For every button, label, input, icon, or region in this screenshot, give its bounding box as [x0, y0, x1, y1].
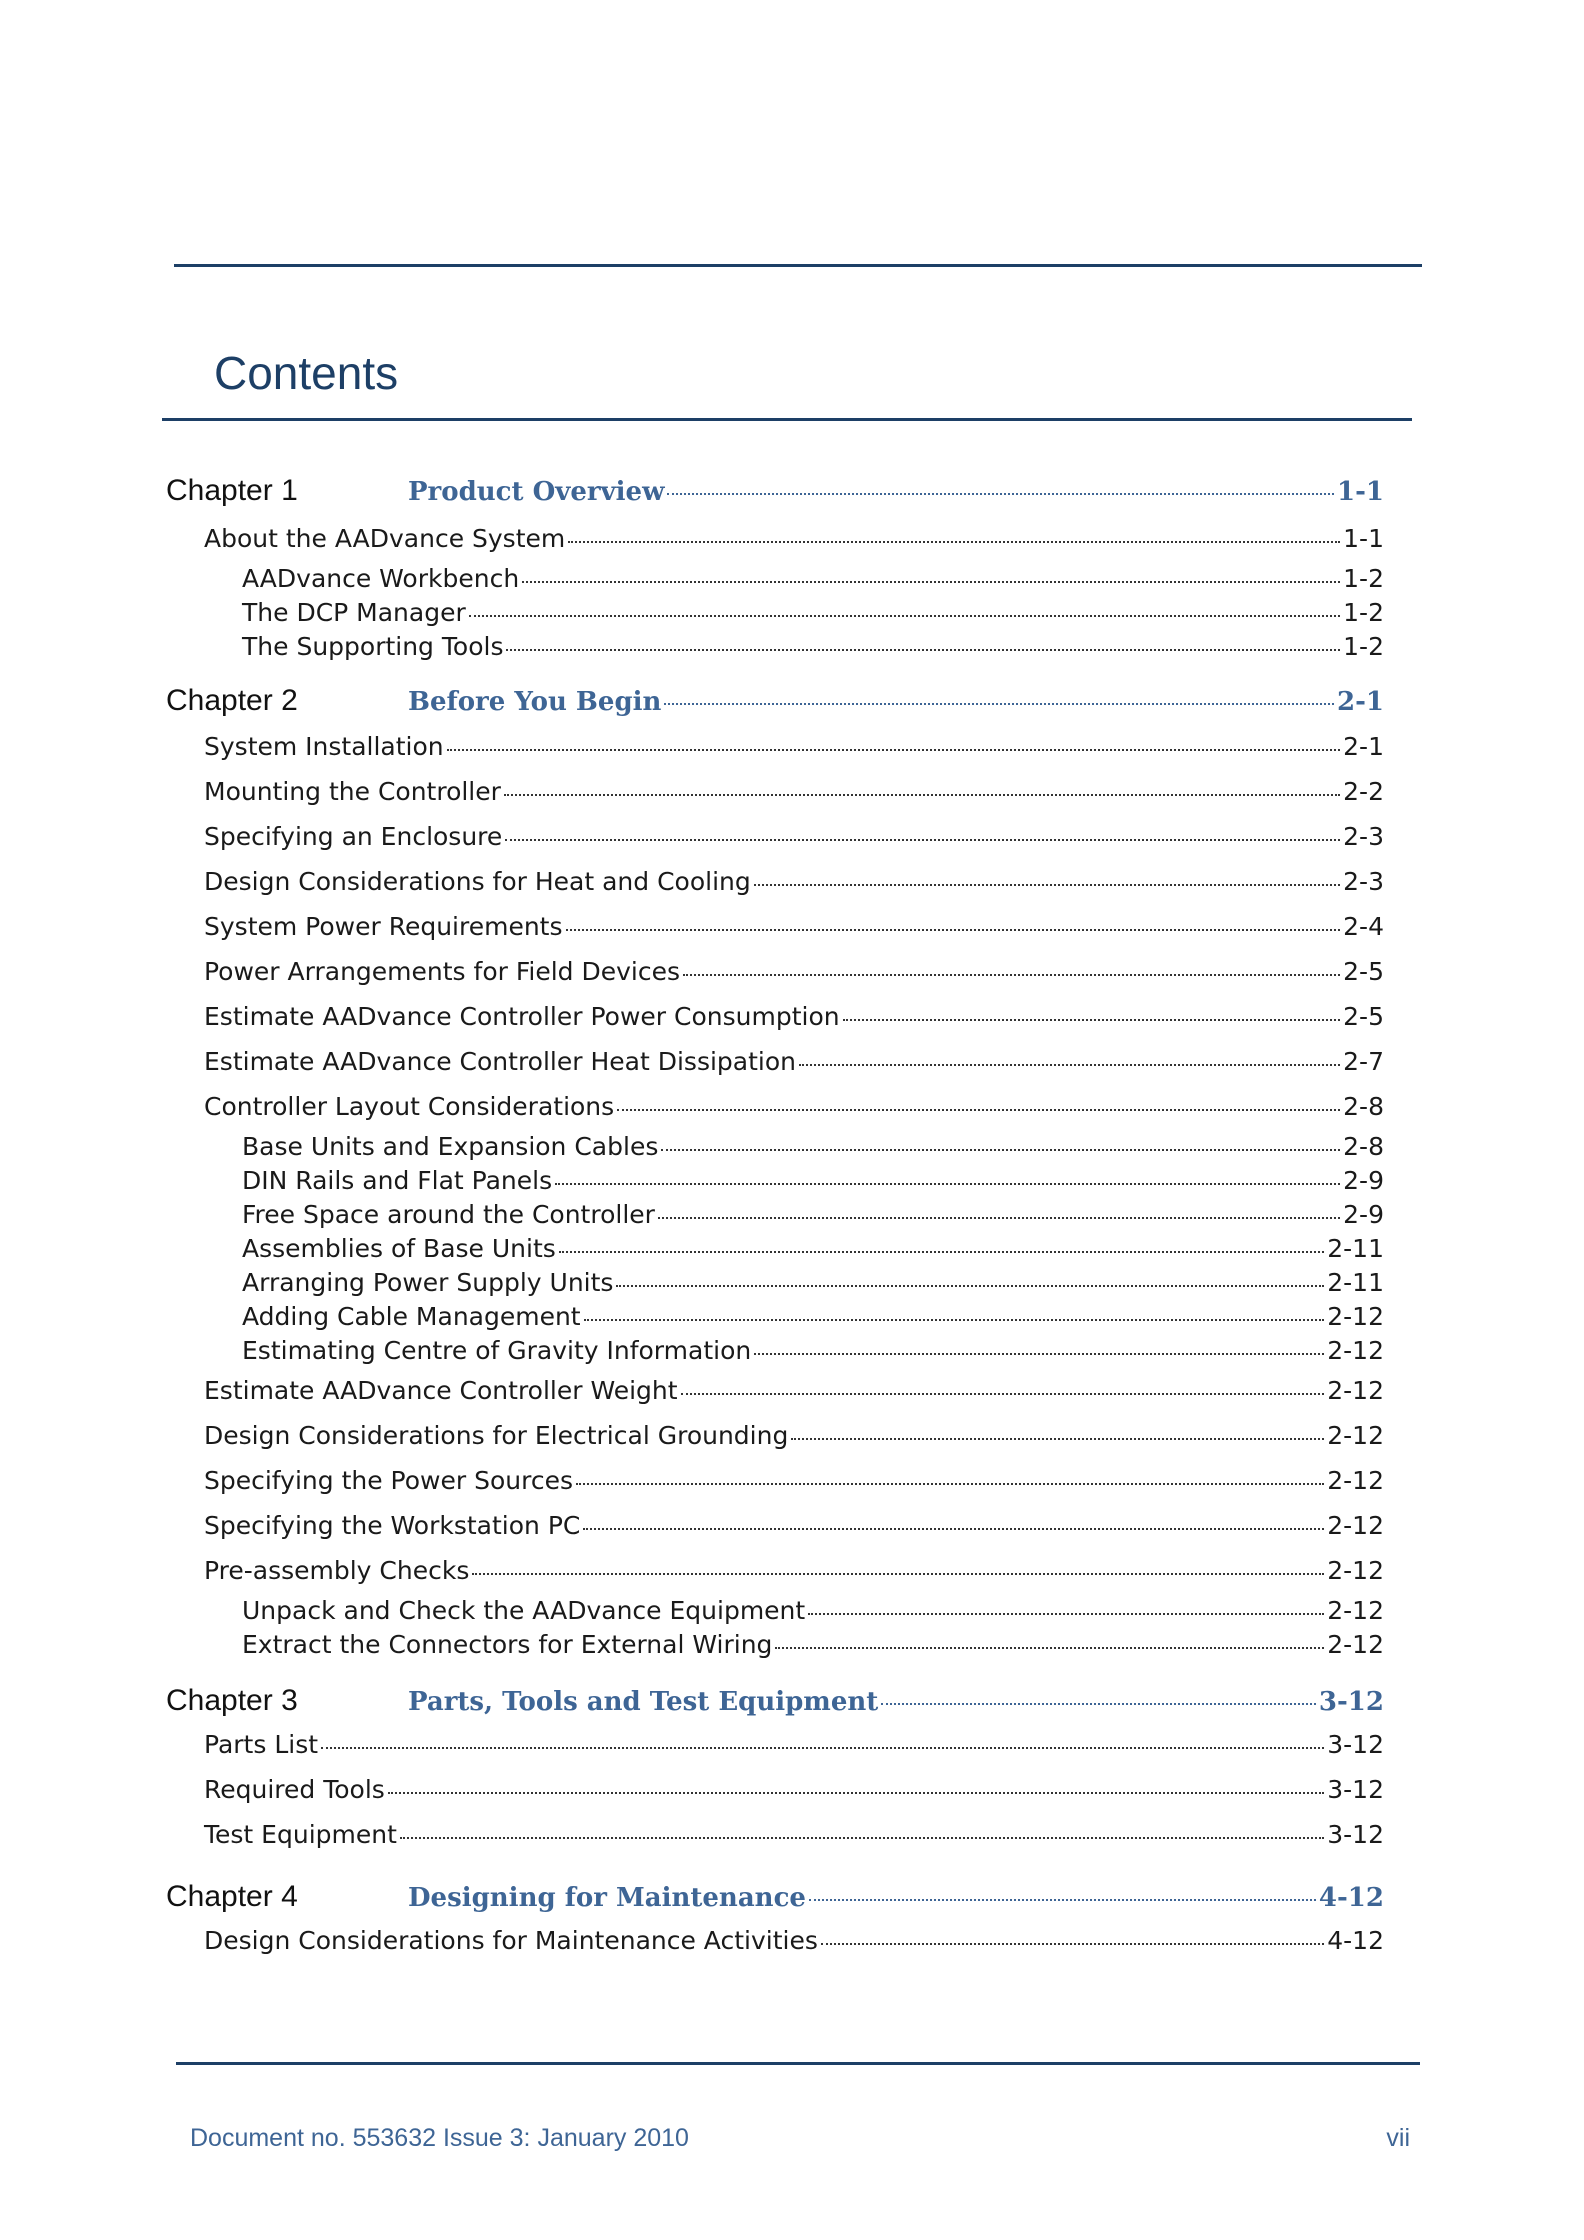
toc-entry-title: The DCP Manager [242, 598, 466, 627]
toc-subsection-entry[interactable] [242, 1594, 1384, 1623]
toc-entry-page-number: 3-12 [1327, 1820, 1384, 1849]
toc-section-entry[interactable] [204, 1728, 1384, 1757]
chapter-label: Chapter 2 [166, 684, 298, 717]
dot-leader [576, 1464, 1324, 1489]
dot-leader [658, 1198, 1340, 1223]
toc-entry-page-number: 3-12 [1327, 1730, 1384, 1759]
toc-entry-title: Parts List [204, 1730, 319, 1759]
toc-entry-page-number: 1-2 [1343, 632, 1384, 661]
toc-entry-title: Unpack and Check the AADvance Equipment [242, 1596, 806, 1625]
footer-page-number: vii [1386, 2124, 1410, 2152]
toc-subsection-entry[interactable] [242, 1198, 1384, 1227]
dot-leader [388, 1773, 1324, 1798]
toc-entry-page-number: 2-12 [1327, 1596, 1384, 1625]
dot-leader [506, 630, 1340, 655]
dot-leader [754, 1334, 1324, 1359]
dot-leader [584, 1300, 1325, 1325]
toc-entry-title: Free Space around the Controller [242, 1200, 655, 1229]
toc-entry-page-number: 2-11 [1327, 1234, 1384, 1263]
dot-leader [568, 522, 1340, 547]
toc-entry-page-number: 2-3 [1343, 822, 1384, 851]
dot-leader [400, 1818, 1324, 1843]
toc-entry-page-number: 2-12 [1327, 1466, 1384, 1495]
toc-entry-title: System Power Requirements [204, 912, 563, 941]
toc-section-entry[interactable] [204, 865, 1384, 894]
toc-section-entry[interactable] [204, 1554, 1384, 1583]
toc-entry-title: Design Considerations for Electrical Grounding [204, 1421, 789, 1450]
toc-entry-title: Pre-assembly Checks [204, 1556, 470, 1585]
toc-entry-page-number: 3-12 [1327, 1775, 1384, 1804]
toc-entry-page-number: 2-9 [1343, 1200, 1384, 1229]
toc-section-entry[interactable] [204, 1509, 1384, 1538]
toc-entry-page-number: 2-11 [1327, 1268, 1384, 1297]
toc-chapter-entry[interactable] [166, 470, 1384, 506]
dot-leader [881, 1680, 1316, 1710]
toc-section-entry[interactable] [204, 1374, 1384, 1403]
dot-leader [321, 1728, 1324, 1753]
toc-entry-page-number: 2-12 [1327, 1556, 1384, 1585]
toc-section-entry[interactable] [204, 1924, 1384, 1953]
toc-chapter-entry[interactable] [166, 680, 1384, 716]
dot-leader [555, 1164, 1340, 1189]
toc-entry-title: AADvance Workbench [242, 564, 520, 593]
toc-chapter-entry[interactable] [166, 1680, 1384, 1716]
dot-leader [664, 680, 1334, 710]
toc-entry-page-number: 2-12 [1327, 1630, 1384, 1659]
chapter-page-number: 4-12 [1318, 1883, 1384, 1913]
toc-entry-page-number: 2-1 [1343, 732, 1384, 761]
dot-leader [667, 470, 1334, 500]
toc-entry-title: Design Considerations for Maintenance Activities [204, 1926, 818, 1955]
toc-chapter-entry[interactable] [166, 1876, 1384, 1912]
dot-leader [559, 1232, 1324, 1257]
toc-section-entry[interactable] [204, 1773, 1384, 1802]
dot-leader [791, 1419, 1324, 1444]
dot-leader [616, 1266, 1324, 1291]
toc-entry-title: Estimate AADvance Controller Weight [204, 1376, 678, 1405]
dot-leader [504, 775, 1340, 800]
toc-entry-page-number: 1-2 [1343, 598, 1384, 627]
toc-subsection-entry[interactable] [242, 562, 1384, 591]
chapter-page-number: 3-12 [1318, 1687, 1384, 1717]
toc-section-entry[interactable] [204, 1045, 1384, 1074]
toc-entry-title: Assemblies of Base Units [242, 1234, 556, 1263]
toc-entry-title: Estimating Centre of Gravity Information [242, 1336, 752, 1365]
toc-entry-title: About the AADvance System [204, 524, 566, 553]
chapter-page-number: 1-1 [1337, 477, 1384, 507]
dot-leader [821, 1924, 1324, 1949]
toc-entry-title: Controller Layout Considerations [204, 1092, 615, 1121]
toc-entry-title: Power Arrangements for Field Devices [204, 957, 681, 986]
dot-leader [522, 562, 1340, 587]
toc-entry-page-number: 2-9 [1343, 1166, 1384, 1195]
toc-subsection-entry[interactable] [242, 1232, 1384, 1261]
toc-section-entry[interactable] [204, 910, 1384, 939]
toc-entry-title: Extract the Connectors for External Wiring [242, 1630, 773, 1659]
toc-entry-title: Mounting the Controller [204, 777, 501, 806]
dot-leader [566, 910, 1341, 935]
chapter-label: Chapter 3 [166, 1684, 298, 1717]
footer-document-info: Document no. 553632 Issue 3: January 2010 [190, 2124, 689, 2152]
dot-leader [843, 1000, 1341, 1025]
toc-entry-title: DIN Rails and Flat Panels [242, 1166, 553, 1195]
toc-entry-page-number: 2-2 [1343, 777, 1384, 806]
dot-leader [447, 730, 1341, 755]
toc-section-entry[interactable] [204, 955, 1384, 984]
toc-section-entry[interactable] [204, 730, 1384, 759]
dot-leader [809, 1876, 1316, 1906]
page-title: Contents [214, 347, 399, 399]
toc-entry-page-number: 2-12 [1327, 1302, 1384, 1331]
toc-entry-title: Design Considerations for Heat and Cooling [204, 867, 751, 896]
toc-entry-page-number: 2-5 [1343, 1002, 1384, 1031]
toc-entry-page-number: 2-5 [1343, 957, 1384, 986]
toc-entry-title: Estimate AADvance Controller Power Consumption [204, 1002, 840, 1031]
toc-entry-page-number: 1-1 [1343, 524, 1384, 553]
toc-subsection-entry[interactable] [242, 1130, 1384, 1159]
toc-entry-page-number: 2-8 [1343, 1132, 1384, 1161]
toc-entry-page-number: 2-8 [1343, 1092, 1384, 1121]
toc-entry-title: Test Equipment [204, 1820, 397, 1849]
toc-entry-title: Estimate AADvance Controller Heat Dissipation [204, 1047, 796, 1076]
toc-entry-title: Specifying the Workstation PC [204, 1511, 581, 1540]
toc-section-entry[interactable] [204, 522, 1384, 551]
toc-subsection-entry[interactable] [242, 1164, 1384, 1193]
toc-entry-title: Specifying an Enclosure [204, 822, 503, 851]
toc-entry-page-number: 2-12 [1327, 1376, 1384, 1405]
title-rule [162, 418, 1412, 421]
footer-rule [176, 2062, 1420, 2065]
toc-entry-title: Arranging Power Supply Units [242, 1268, 614, 1297]
dot-leader [505, 820, 1340, 845]
chapter-title: Product Overview [408, 477, 665, 507]
toc-entry-title: Required Tools [204, 1775, 385, 1804]
chapter-label: Chapter 1 [166, 474, 298, 507]
toc-subsection-entry[interactable] [242, 1266, 1384, 1295]
chapter-page-number: 2-1 [1337, 687, 1384, 717]
toc-entry-page-number: 2-12 [1327, 1421, 1384, 1450]
toc-entry-title: The Supporting Tools [242, 632, 504, 661]
dot-leader [469, 596, 1340, 621]
dot-leader [683, 955, 1340, 980]
dot-leader [681, 1374, 1325, 1399]
chapter-title: Before You Begin [408, 687, 662, 717]
top-rule [174, 264, 1422, 267]
toc-entry-page-number: 2-12 [1327, 1336, 1384, 1365]
toc-subsection-entry[interactable] [242, 1334, 1384, 1363]
toc-section-entry[interactable] [204, 775, 1384, 804]
dot-leader [775, 1628, 1324, 1653]
toc-entry-page-number: 1-2 [1343, 564, 1384, 593]
toc-entry-title: Specifying the Power Sources [204, 1466, 573, 1495]
dot-leader [808, 1594, 1324, 1619]
dot-leader [583, 1509, 1324, 1534]
dot-leader [617, 1090, 1340, 1115]
dot-leader [472, 1554, 1324, 1579]
dot-leader [661, 1130, 1340, 1155]
toc-entry-page-number: 2-4 [1343, 912, 1384, 941]
toc-subsection-entry[interactable] [242, 1300, 1384, 1329]
toc-subsection-entry[interactable] [242, 596, 1384, 625]
toc-entry-title: Adding Cable Management [242, 1302, 581, 1331]
toc-entry-page-number: 2-3 [1343, 867, 1384, 896]
toc-section-entry[interactable] [204, 1090, 1384, 1119]
toc-section-entry[interactable] [204, 1464, 1384, 1493]
toc-entry-page-number: 4-12 [1327, 1926, 1384, 1955]
chapter-title: Parts, Tools and Test Equipment [408, 1687, 879, 1717]
toc-entry-page-number: 2-7 [1343, 1047, 1384, 1076]
toc-subsection-entry[interactable] [242, 1628, 1384, 1657]
dot-leader [754, 865, 1340, 890]
toc-subsection-entry[interactable] [242, 630, 1384, 659]
toc-section-entry[interactable] [204, 820, 1384, 849]
chapter-label: Chapter 4 [166, 1880, 298, 1913]
toc-entry-page-number: 2-12 [1327, 1511, 1384, 1540]
toc-section-entry[interactable] [204, 1419, 1384, 1448]
chapter-title: Designing for Maintenance [408, 1883, 806, 1913]
dot-leader [799, 1045, 1340, 1070]
toc-entry-title: System Installation [204, 732, 444, 761]
toc-entry-title: Base Units and Expansion Cables [242, 1132, 659, 1161]
toc-section-entry[interactable] [204, 1818, 1384, 1847]
toc-section-entry[interactable] [204, 1000, 1384, 1029]
